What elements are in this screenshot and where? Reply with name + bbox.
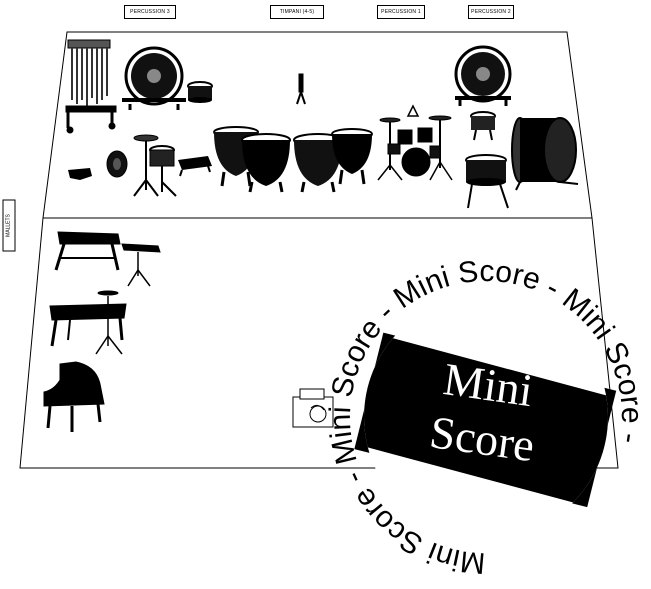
label-percussion-2: PERCUSSION 2 xyxy=(468,5,514,19)
logo-center-line1: Mini xyxy=(440,353,537,417)
label-percussion-3: PERCUSSION 3 xyxy=(124,5,176,19)
label-percussion-1: PERCUSSION 1 xyxy=(377,5,425,19)
label-mallets: MALLETS xyxy=(3,200,16,252)
logo-center-line2: Score xyxy=(426,406,538,472)
label-timpani: TIMPANI (4-5) xyxy=(270,5,324,19)
logo-ring-text: Mini Score - Mini Score - Mini Score - Mini Score - xyxy=(323,254,649,580)
